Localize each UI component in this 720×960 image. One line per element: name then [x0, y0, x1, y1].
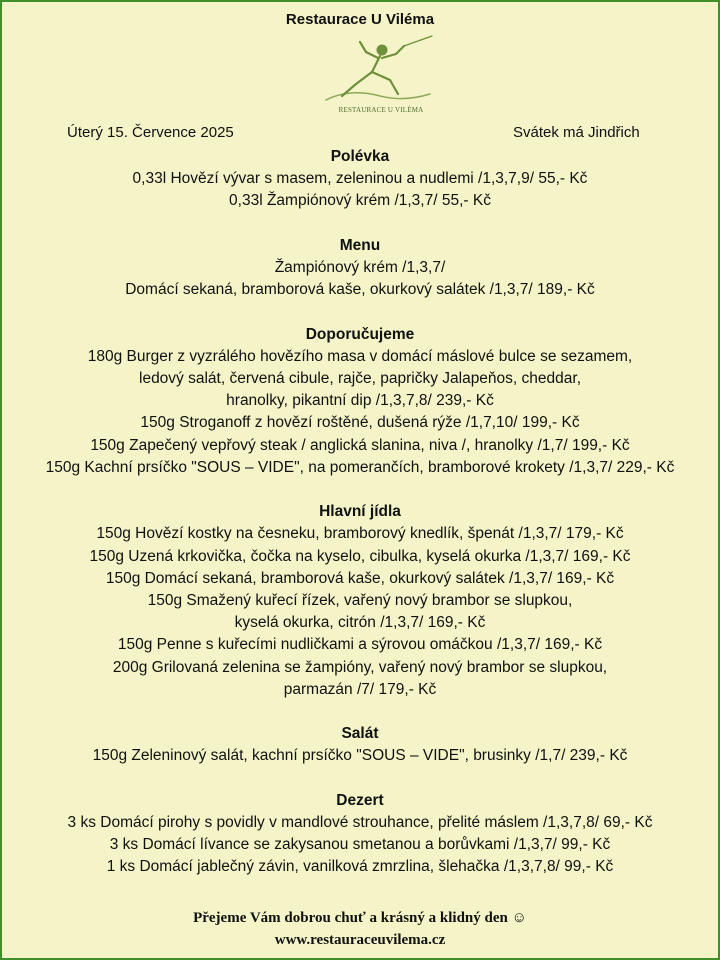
restaurant-title: Restaurace U Viléma — [285, 11, 435, 28]
section-heading-dessert: Dezert — [336, 791, 384, 809]
menu-item: 3 ks Domácí pirohy s povidly v mandlové strouhance, přelité máslem /1,3,7,8/ 69,- Kč — [67, 814, 653, 832]
restaurant-logo — [320, 30, 442, 114]
menu-item: 200g Grilovaná zelenina se žampióny, vařený nový brambor se slupkou, — [112, 658, 608, 676]
nameday: Svátek má Jindřich — [513, 124, 640, 141]
website-link[interactable]: www.restauraceuvilema.cz — [274, 932, 446, 948]
menu-item: 150g Domácí sekaná, bramborová kaše, okurkový salátek /1,3,7/ 169,- Kč — [105, 569, 615, 587]
menu-item: 150g Stroganoff z hovězí roštěné, dušená rýže /1,7,10/ 199,- Kč — [140, 414, 580, 432]
menu-item: hranolky, pikantní dip /1,3,7,8/ 239,- Kč — [226, 392, 494, 410]
menu-date: Úterý 15. Července 2025 — [67, 124, 234, 141]
menu-item: Žampiónový krém /1,3,7/ — [274, 259, 446, 276]
menu-item: 180g Burger z vyzrálého hovězího masa v domácí máslové bulce se sezamem, — [87, 347, 633, 365]
menu-item: 150g Hovězí kostky na česneku, bramborový knedlík, špenát /1,3,7/ 179,- Kč — [96, 525, 624, 543]
menu-item: kyselá okurka, citrón /1,3,7/ 169,- Kč — [234, 614, 486, 632]
menu-item: parmazán /7/ 179,- Kč — [283, 680, 437, 698]
section-heading-menu: Menu — [339, 236, 381, 254]
menu-item: 0,33l Žampiónový krém /1,3,7/ 55,- Kč — [229, 192, 491, 210]
menu-item: 0,33l Hovězí vývar s masem, zeleninou a nudlemi /1,3,7,9/ 55,- Kč — [132, 170, 588, 188]
footer — [2, 907, 718, 951]
menu-item: 150g Smažený kuřecí řízek, vařený nový brambor se slupkou, — [147, 592, 573, 610]
section-heading-salad: Salát — [341, 725, 379, 743]
menu-item: 150g Penne s kuřecími nudličkami a sýrovou omáčkou /1,3,7/ 169,- Kč — [117, 636, 603, 654]
logo-caption: RESTAURACE U VILÉMA — [338, 106, 424, 114]
menu-item: ledový salát, červená cibule, rajče, papričky Jalapeňos, cheddar, — [139, 370, 581, 387]
menu-item: 3 ks Domácí lívance se zakysanou smetanou a borůvkami /1,3,7/ 99,- Kč — [109, 836, 611, 854]
menu-item: 150g Zapečený vepřový steak / anglická slanina, niva /, hranolky /1,7/ 199,- Kč — [90, 436, 630, 454]
fencer-icon — [320, 30, 442, 106]
menu-item: 150g Uzená krkovička, čočka na kyselo, cibulka, kyselá okurka /1,3,7/ 169,- Kč — [89, 547, 631, 565]
menu-item: 150g Kachní prsíčko "SOUS – VIDE", na pomerančích, bramborové krokety /1,3,7/ 229,- Kč — [45, 458, 675, 476]
section-heading-soup: Polévka — [330, 148, 390, 165]
menu-item: 150g Zeleninový salát, kachní prsíčko "SOUS – VIDE", brusinky /1,7/ 239,- Kč — [92, 747, 628, 765]
section-heading-mains: Hlavní jídla — [319, 503, 401, 521]
section-heading-recommended: Doporučujeme — [305, 325, 415, 343]
menu-list — [2, 146, 718, 879]
menu-item: 1 ks Domácí jablečný závin, vanilková zmrzlina, šlehačka /1,3,7,8/ 99,- Kč — [106, 858, 614, 876]
menu-item: Domácí sekaná, bramborová kaše, okurkový salátek /1,3,7/ 189,- Kč — [125, 281, 595, 299]
footer-wish: Přejeme Vám dobrou chuť a krásný a klidný den ☺ — [193, 910, 527, 926]
